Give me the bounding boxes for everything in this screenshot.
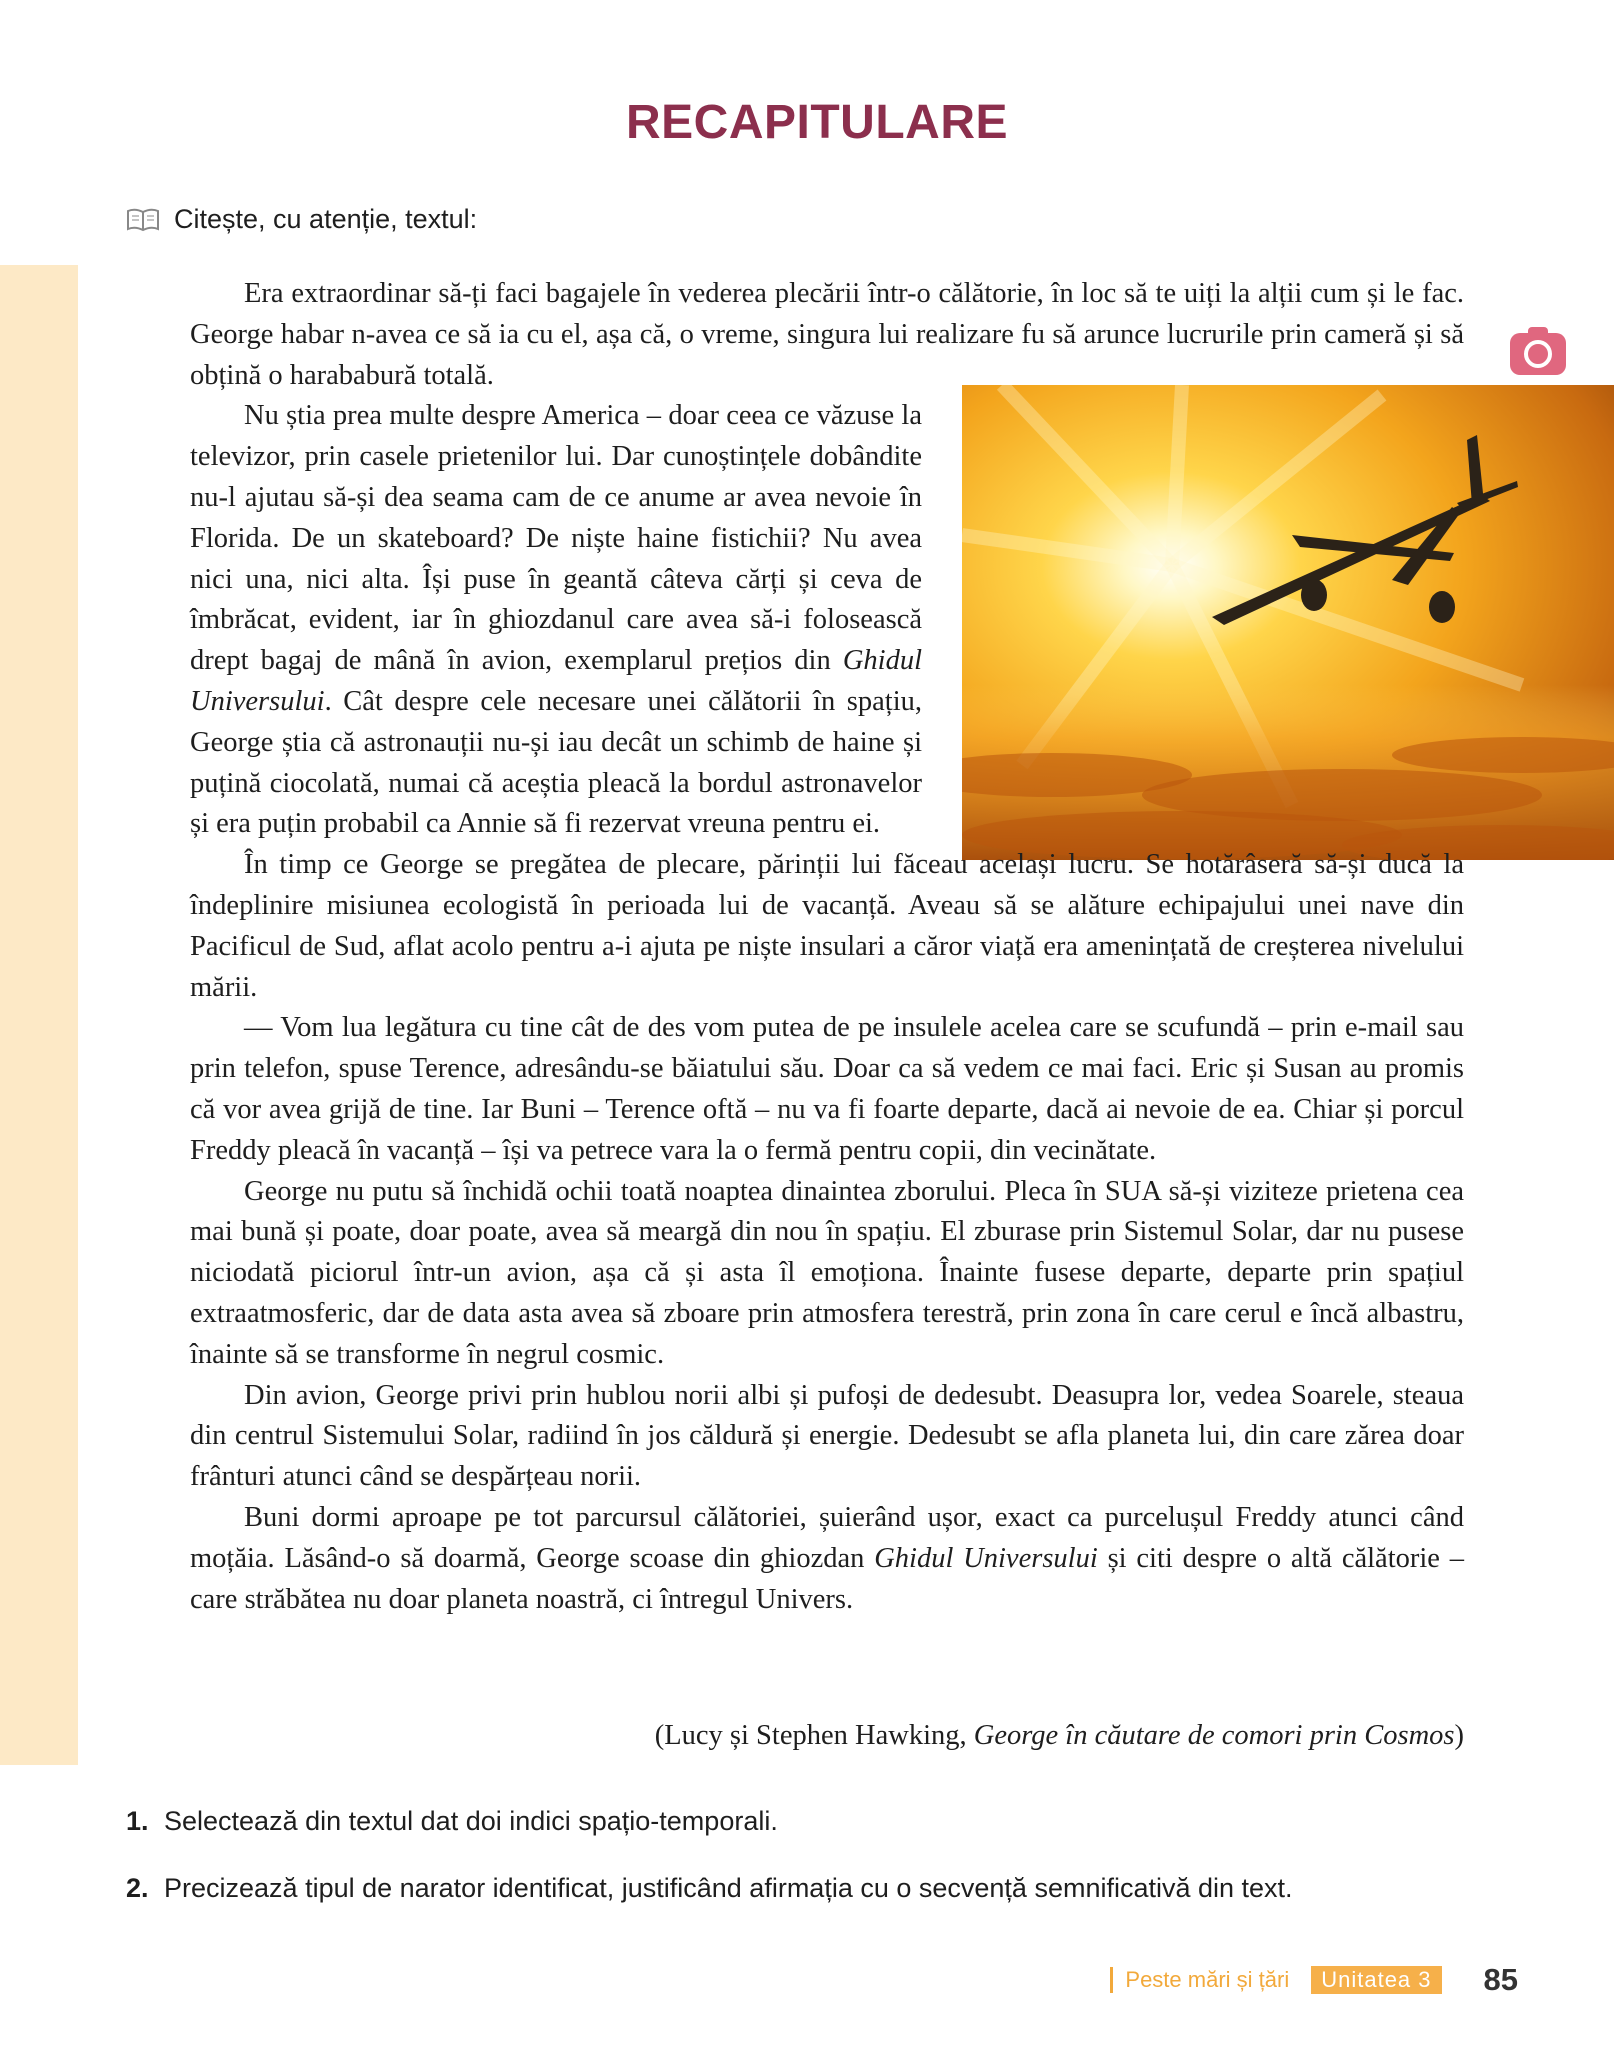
page-title: RECAPITULARE: [625, 96, 1008, 149]
story-paragraph: — Vom lua legătura cu tine cât de des vom putea de pe insulele acelea care se scufundă – prin e-mail sau prin telefon, spuse Terence, adresându-se băiatului său. Doar ca să vedem ce mai faci. Eric și Susan au promis că vor avea grijă de tine. Iar Buni – Terence oftă – nu va fi foarte departe, dacă ai nevoie de ea. Chiar și porcul Freddy pleacă în vacanță – își va petrece vara la o fermă pentru copii, din vecinătate.: [190, 1012, 1464, 1166]
question-number: 2.: [126, 1873, 149, 1903]
side-margin-band: [0, 265, 78, 1765]
page-number: 85: [1483, 1962, 1518, 1997]
story-paragraph: Buni dormi aproape pe tot parcursul călătoriei, șuierând ușor, exact ca purcelușul Freddy atunci când moțăia. Lăsând-o să doarmă, George scoase din ghiozdan Ghidul Universului și citi despre o altă călătorie – care străbătea nu doar planeta noastră, ci întregul Univers.: [190, 1501, 1464, 1615]
footer-divider: [1110, 1967, 1113, 1993]
story-paragraph: Din avion, George privi prin hublou norii albi și pufoși de dedesubt. Deasupra lor, vedea Soarele, steaua din centrul Sistemului Solar, radiind în jos căldură și energie. Dedesubt se afla planeta lui, din care zărea doar frânturi atunci când se despărțeau norii.: [190, 1379, 1464, 1493]
story-text: [190, 274, 1464, 1620]
story-paragraph: În timp ce George se pregătea de plecare, părinții lui făceau același lucru. Se hotărâseră să-și ducă la îndeplinire misiunea ecologistă în perioada lui de vacanță. Aveau să se alăture echipajului unei nave din Pacificul de Sud, aflat acolo pentru a-i ajuta pe niște insulari a căror viață era amenințată de creșterea nivelului mării.: [190, 849, 1464, 1003]
story-paragraph: George nu putu să închidă ochii toată noaptea dinaintea zborului. Pleca în SUA să-și viziteze prietena cea mai bună și poate, doar poate, avea să meargă din nou în spațiu. El zburase prin Sistemul Solar, dar nu pusese niciodată piciorul într-un avion, așa că și asta îl emoționa. Înainte fusese departe, departe prin spațiul extraatmosferic, dar de data asta avea să zboare prin atmosfera terestră, prin zona în care cerul e încă albastru, înainte să se transforme în negrul cosmic.: [190, 1175, 1464, 1370]
book-title-italic: Ghidul Universului: [874, 1542, 1098, 1574]
page-footer: [1110, 1962, 1518, 1998]
question-text: Selectează din textul dat doi indici spațio-temporali.: [164, 1806, 778, 1836]
camera-icon: [1510, 327, 1566, 375]
reading-instruction: [126, 204, 477, 235]
footer-unit-badge: Unitatea 3: [1311, 1966, 1441, 1994]
cited-book-title: George în căutare de comori prin Cosmos: [973, 1720, 1455, 1751]
story-paragraph: Nu știa prea multe despre America – doar ceea ce văzuse la televizor, prin casele prietenilor lui. Dar cunoștințele dobândite nu-l ajutau să-și dea seama cam de ce anume ar avea nevoie în Florida. De un skateboard? De niște haine fistichii? Nu avea nici una, nici alta. Își puse în geantă câteva cărți și ceva de îmbrăcat, evident, iar în ghiozdanul care avea să-i folosească drept bagaj de mână în avion, exemplarul prețios din Ghidul Universului. Cât despre cele necesare unei călătorii în spațiu, George știa că astronauții nu-și iau decât un schimb de haine și puțină ciocolată, numai că aceștia pleacă la bordul astronavelor și era puțin probabil ca Annie să fi rezervat vreuna pentru ei.: [190, 400, 922, 840]
source-citation: (Lucy și Stephen Hawking, George în căutare de comori prin Cosmos): [654, 1720, 1464, 1751]
open-book-icon: [126, 207, 160, 233]
book-title-italic: Ghidul Universului: [190, 645, 922, 717]
instruction-text: Citește, cu atenție, textul:: [174, 204, 478, 234]
story-paragraph: Era extraordinar să-ți faci bagajele în vederea plecării într-o călătorie, în loc să te uiți la alții cum și le fac. George habar n-avea ce să ia cu el, așa că, o vreme, singura lui realizare fu să arunce lucrurile prin cameră și să obțină o harababură totală.: [190, 278, 1464, 391]
question-item: [126, 1806, 1506, 1837]
question-item: [126, 1873, 1506, 1904]
question-text: Precizează tipul de narator identificat, justificând afirmația cu o secvență semnificativă din text.: [164, 1873, 1293, 1903]
question-number: 1.: [126, 1806, 149, 1836]
footer-section-title: Peste mări și țări: [1125, 1967, 1290, 1992]
questions-list: [126, 1806, 1506, 1940]
